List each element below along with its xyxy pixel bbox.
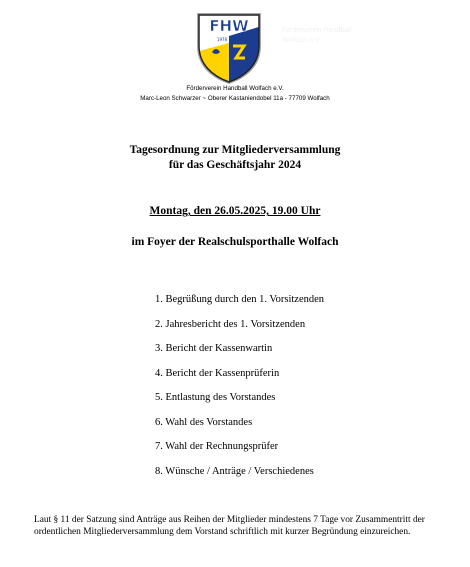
agenda-item: 3. Bericht der Kassenwartin [155,343,273,354]
meeting-date: Montag, den 26.05.2025, 19.00 Uhr [149,205,321,217]
watermark-text [282,26,392,46]
logo-year: 1978 [216,37,228,42]
watermark-line-2: Wolfach e.V. [282,37,321,44]
club-logo [196,12,262,84]
agenda-item: 7. Wahl der Rechnungsprüfer [155,441,279,452]
agenda-item: 1. Begrüßung durch den 1. Vorsitzenden [155,294,325,305]
watermark-line-1: Förderverein Handball [282,27,352,34]
agenda-item: 4. Bericht der Kassenprüferin [155,367,280,379]
agenda-item: 8. Wünsche / Anträge / Verschiedenes [155,465,314,477]
logo-letters: FHW [209,17,249,35]
organization-address: Marc-Leon Schwarzer ~ Oberer Kastaniendobel 11a - 77709 Wolfach [140,95,330,102]
meeting-location: im Foyer der Realschulsporthalle Wolfach [131,236,339,248]
organization-name: Förderverein Handball Wolfach e.V. [186,85,284,92]
agenda-item: 6. Wahl des Vorstandes [155,416,253,428]
agenda-item: 5. Entlastung des Vorstandes [155,392,276,403]
bylaws-note: Laut § 11 der Satzung sind Anträge aus Reihen der Mitglieder mindestens 7 Tage vor Zusammentritt der ordentlichen Mitgliederversammlung dem Vorstand schriftlich mit kurzer Begründung einzureichen. [34,515,425,537]
agenda-list [155,294,324,490]
document-title-line-2: für das Geschäftsjahr 2024 [168,159,302,171]
document-title-line-1: Tagesordnung zur Mitgliederversammlung [129,144,341,156]
agenda-item: 2. Jahresbericht des 1. Vorsitzenden [155,318,306,330]
shield-crest-icon [196,12,262,84]
